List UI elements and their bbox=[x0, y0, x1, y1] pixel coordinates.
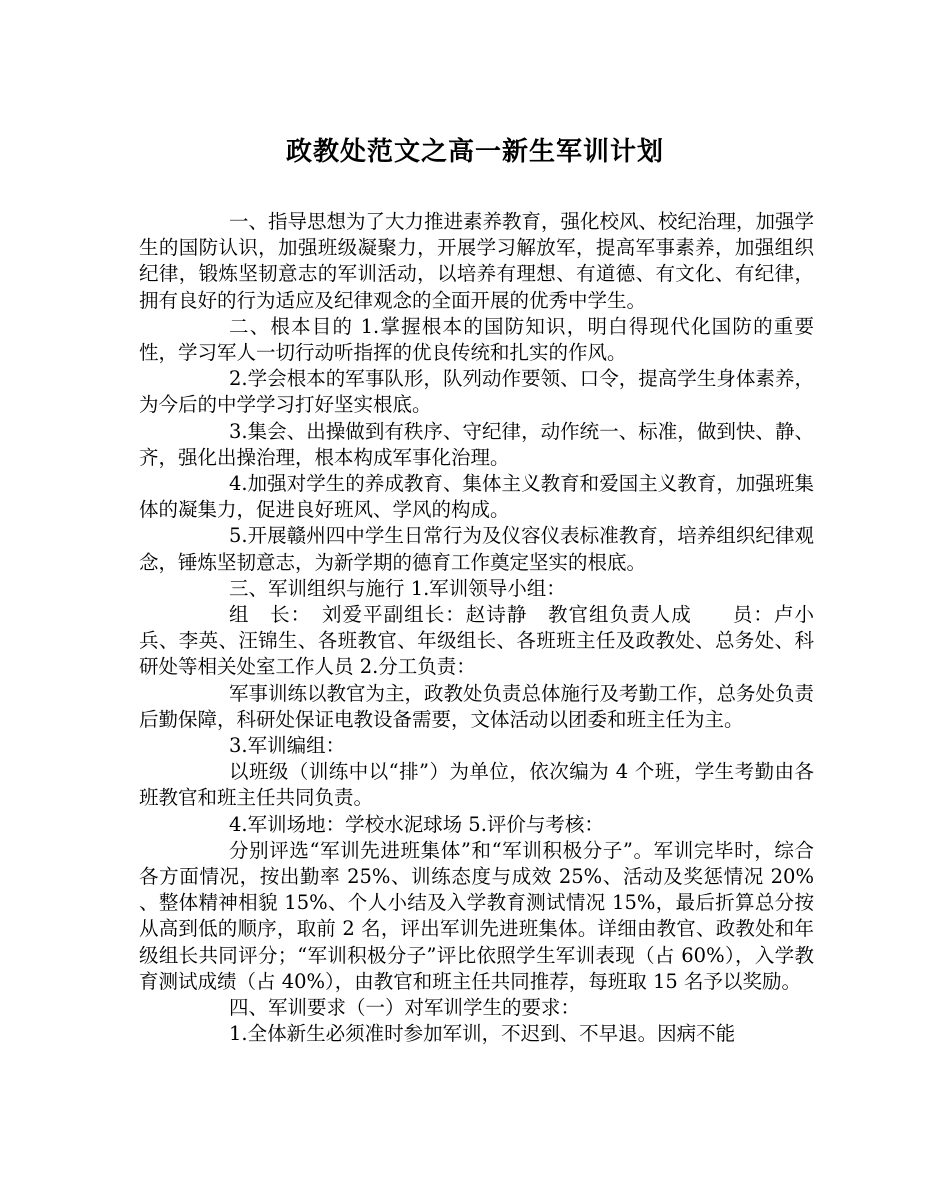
paragraph-venue-evaluation: 4.军训场地：学校水泥球场 5.评价与考核： bbox=[229, 812, 604, 836]
paragraph-requirement-1: 1.全体新生必须准时参加军训，不迟到、不早退。因病不能 bbox=[229, 1022, 736, 1046]
paragraph-grouping: 以班级（训练中以“排”）为单位，依次编为 4 个班，学生考勤由各班教官和班主任共同负责。 bbox=[139, 760, 814, 810]
paragraph-grouping-heading: 3.军训编组： bbox=[229, 734, 346, 758]
paragraph-division-of-duties: 军事训练以教官为主，政教处负责总体施行及考勤工作，总务处负责后勤保障，科研处保证电教设备需要，文体活动以团委和班主任为主。 bbox=[139, 681, 815, 731]
document-body bbox=[139, 209, 814, 1048]
document-title: 政教处范文之高一新生军训计划 bbox=[285, 137, 664, 167]
paragraph-evaluation-details: 分别评选“军训先进班集体”和“军训积极分子”。军训完毕时，综合各方面情况，按出勤率 25%、训练态度与成效 25%、活动及奖惩情况 20% 、整体精神相貌 15%、个人小结及入学教育测试情况 15%，最后折算总分按从高到低的顺序，取前 2 名，评出军训先进班集体。详细由教官、政教处和年级组长共同评分；“军训积极分子”评比依照学生军训表现（占 60%），入学教育测试成绩（占 40%），由教官和班主任共同推荐，每班取 15 名予以奖励。 bbox=[139, 838, 814, 993]
paragraph-purpose-2: 2.学会根本的军事队形，队列动作要领、口令，提高学生身体素养，为今后的中学学习打好坚实根底。 bbox=[139, 367, 814, 417]
paragraph-purpose-1: 二、根本目的 1.掌握根本的国防知识，明白得现代化国防的重要性，学习军人一切行动听指挥的优良传统和扎实的作风。 bbox=[139, 314, 814, 365]
paragraph-leadership-group: 组 长： 刘爱平副组长：赵诗静 教官组负责人成 员：卢小兵、李英、汪锦生、各班教官、年级组长、各班班主任及政教处、总务处、科研处等相关处室工作人员 2.分工负责： bbox=[139, 603, 814, 679]
paragraph-organization-heading: 三、军训组织与施行 1.军训领导小组： bbox=[229, 576, 566, 600]
paragraph-requirements-heading: 四、军训要求（一）对军训学生的要求： bbox=[229, 996, 581, 1020]
paragraph-purpose-3: 3.集会、出操做到有秩序、守纪律，动作统一、标准，做到快、静、齐，强化出操治理，根本构成军事化治理。 bbox=[139, 419, 814, 469]
paragraph-guiding-ideology: 一、指导思想为了大力推进素养教育，强化校风、校纪治理，加强学生的国防认识，加强班级凝聚力，开展学习解放军，提高军事素养，加强组织纪律，锻炼坚韧意志的军训活动，以培养有理想、有道德、有文化、有纪律，拥有良好的行为适应及纪律观念的全面开展的优秀中学生。 bbox=[139, 210, 815, 312]
paragraph-purpose-5: 5.开展赣州四中学生日常行为及仪容仪表标准教育，培养组织纪律观念，锤炼坚韧意志，为新学期的德育工作奠定坚实的根底。 bbox=[139, 524, 814, 574]
paragraph-purpose-4: 4.加强对学生的养成教育、集体主义教育和爱国主义教育，加强班集体的凝集力，促进良好班风、学风的构成。 bbox=[139, 472, 814, 522]
